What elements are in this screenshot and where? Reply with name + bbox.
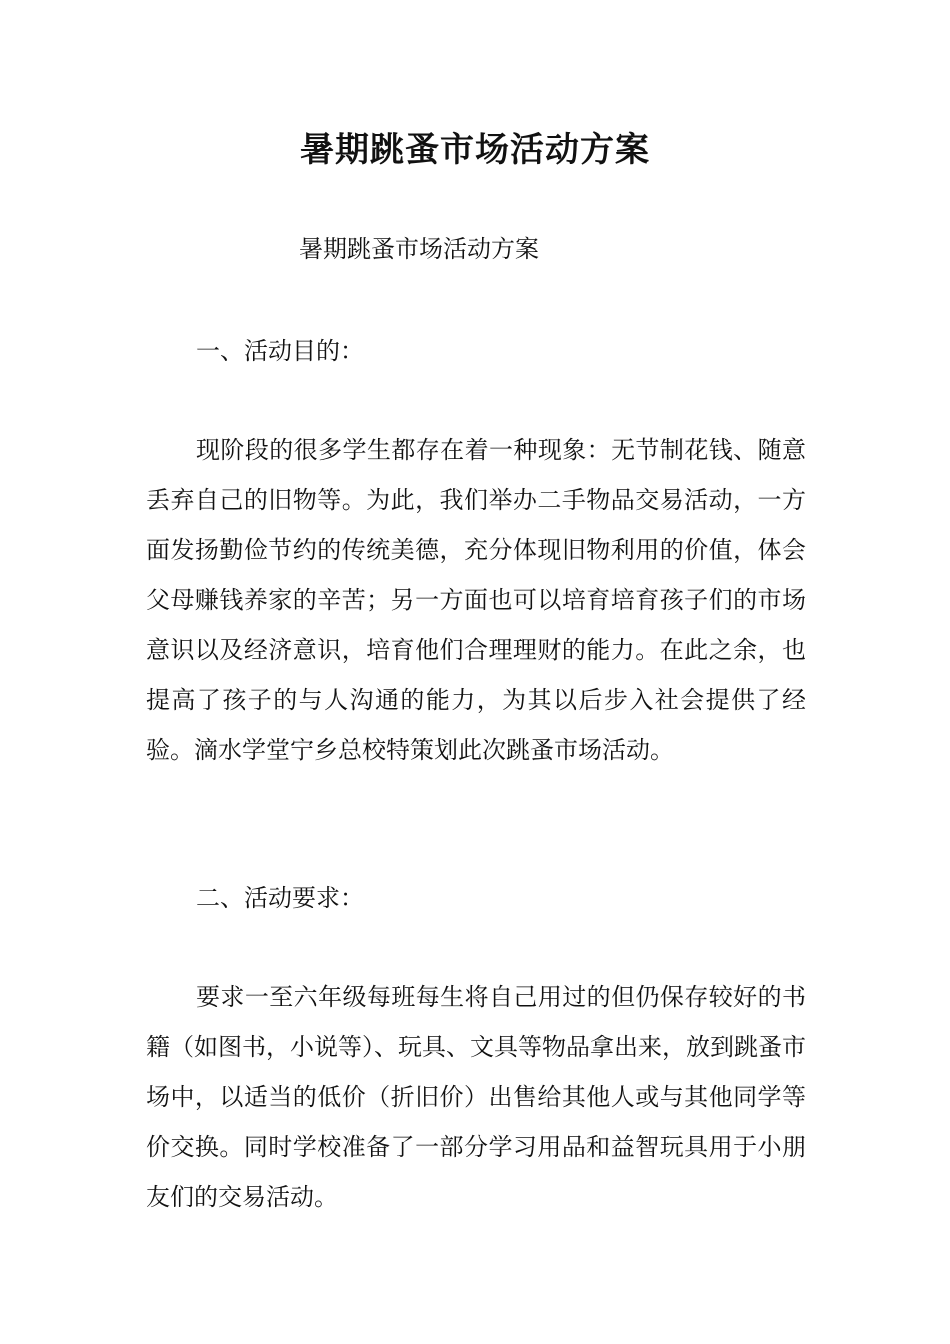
document-title: 暑期跳蚤市场活动方案 [300, 130, 650, 170]
section-heading-purpose: 一、活动目的： [196, 337, 364, 365]
section-paragraph-purpose: 现阶段的很多学生都存在着一种现象：无节制花钱、随意丢弃自己的旧物等。为此，我们举办二手物品交易活动，一方面发扬勤俭节约的传统美德，充分体现旧物利用的价值，体会父母赚钱养家的辛苦；另一方面也可以培育培育孩子们的市场意识以及经济意识，培育他们合理理财的能力。在此之余，也提高了孩子的与人沟通的能力，为其以后步入社会提供了经验。滴水学堂宁乡总校特策划此次跳蚤市场活动。 [146, 436, 806, 764]
section-paragraph-requirements: 要求一至六年级每班每生将自己用过的但仍保存较好的书籍（如图书，小说等）、玩具、文具等物品拿出来，放到跳蚤市场中，以适当的低价（折旧价）出售给其他人或与其他同学等价交换。同时学校准备了一部分学习用品和益智玩具用于小朋友们的交易活动。 [146, 983, 806, 1211]
section-heading-requirements: 二、活动要求： [196, 884, 364, 912]
document-subtitle: 暑期跳蚤市场活动方案 [299, 235, 539, 263]
